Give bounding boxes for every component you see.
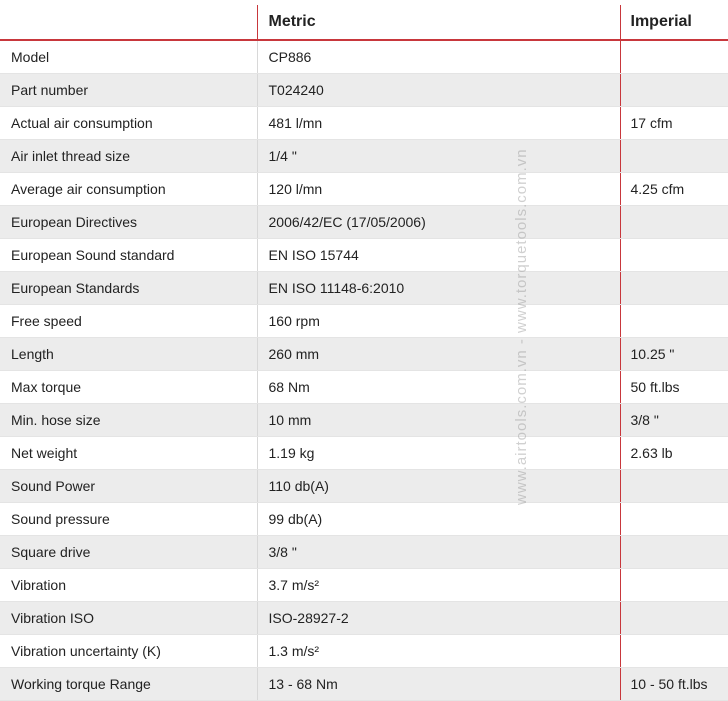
spec-table-body (0, 40, 728, 701)
row-imperial-value (620, 536, 728, 569)
row-imperial-value (620, 569, 728, 602)
row-label: Square drive (0, 536, 257, 569)
header-metric: Metric (257, 5, 620, 40)
table-row (0, 40, 728, 74)
row-imperial-value (620, 635, 728, 668)
row-metric-value: 160 rpm (257, 305, 620, 338)
row-label: European Standards (0, 272, 257, 305)
row-imperial-value: 2.63 lb (620, 437, 728, 470)
table-row (0, 173, 728, 206)
table-row (0, 107, 728, 140)
row-metric-value: EN ISO 15744 (257, 239, 620, 272)
row-imperial-value: 3/8 " (620, 404, 728, 437)
row-label: Net weight (0, 437, 257, 470)
row-label: European Directives (0, 206, 257, 239)
row-label: Part number (0, 74, 257, 107)
row-metric-value: 3/8 " (257, 536, 620, 569)
watermark: www.airtools.com.vn - www.torquetools.com.vn (513, 148, 530, 505)
row-metric-value: 120 l/mn (257, 173, 620, 206)
row-metric-value: 1/4 " (257, 140, 620, 173)
table-row (0, 239, 728, 272)
row-label: Vibration (0, 569, 257, 602)
row-metric-value: CP886 (257, 40, 620, 74)
row-label: Working torque Range (0, 668, 257, 701)
row-label: Min. hose size (0, 404, 257, 437)
row-imperial-value (620, 74, 728, 107)
row-label: Max torque (0, 371, 257, 404)
table-row (0, 74, 728, 107)
row-imperial-value: 17 cfm (620, 107, 728, 140)
row-imperial-value (620, 140, 728, 173)
row-label: Actual air consumption (0, 107, 257, 140)
row-imperial-value (620, 272, 728, 305)
row-metric-value: EN ISO 11148-6:2010 (257, 272, 620, 305)
row-label: Vibration ISO (0, 602, 257, 635)
row-label: Air inlet thread size (0, 140, 257, 173)
row-metric-value: 260 mm (257, 338, 620, 371)
table-row (0, 206, 728, 239)
table-row (0, 140, 728, 173)
table-row (0, 569, 728, 602)
header-parameter (0, 5, 257, 40)
row-imperial-value (620, 503, 728, 536)
row-imperial-value: 10 - 50 ft.lbs (620, 668, 728, 701)
row-metric-value: 3.7 m/s² (257, 569, 620, 602)
row-imperial-value: 50 ft.lbs (620, 371, 728, 404)
row-metric-value: 10 mm (257, 404, 620, 437)
row-label: Model (0, 40, 257, 74)
table-row (0, 272, 728, 305)
table-row (0, 437, 728, 470)
row-imperial-value (620, 206, 728, 239)
row-label: Free speed (0, 305, 257, 338)
row-label: Vibration uncertainty (K) (0, 635, 257, 668)
row-label: Length (0, 338, 257, 371)
row-imperial-value (620, 40, 728, 74)
table-row (0, 470, 728, 503)
row-label: Average air consumption (0, 173, 257, 206)
row-metric-value: 1.19 kg (257, 437, 620, 470)
row-imperial-value: 10.25 " (620, 338, 728, 371)
table-row (0, 536, 728, 569)
row-metric-value: 481 l/mn (257, 107, 620, 140)
table-row (0, 635, 728, 668)
spec-table (0, 5, 728, 701)
table-row (0, 668, 728, 701)
table-row (0, 305, 728, 338)
row-metric-value: 99 db(A) (257, 503, 620, 536)
row-metric-value: 13 - 68 Nm (257, 668, 620, 701)
table-row (0, 371, 728, 404)
row-label: European Sound standard (0, 239, 257, 272)
table-row (0, 602, 728, 635)
header-imperial: Imperial (620, 5, 728, 40)
table-row (0, 338, 728, 371)
table-row (0, 404, 728, 437)
row-label: Sound Power (0, 470, 257, 503)
row-imperial-value (620, 305, 728, 338)
row-metric-value: ISO-28927-2 (257, 602, 620, 635)
row-metric-value: 2006/42/EC (17/05/2006) (257, 206, 620, 239)
row-imperial-value: 4.25 cfm (620, 173, 728, 206)
row-imperial-value (620, 470, 728, 503)
row-metric-value: 110 db(A) (257, 470, 620, 503)
header-row (0, 5, 728, 40)
row-metric-value: 1.3 m/s² (257, 635, 620, 668)
row-metric-value: T024240 (257, 74, 620, 107)
row-metric-value: 68 Nm (257, 371, 620, 404)
row-label: Sound pressure (0, 503, 257, 536)
table-row (0, 503, 728, 536)
row-imperial-value (620, 602, 728, 635)
row-imperial-value (620, 239, 728, 272)
